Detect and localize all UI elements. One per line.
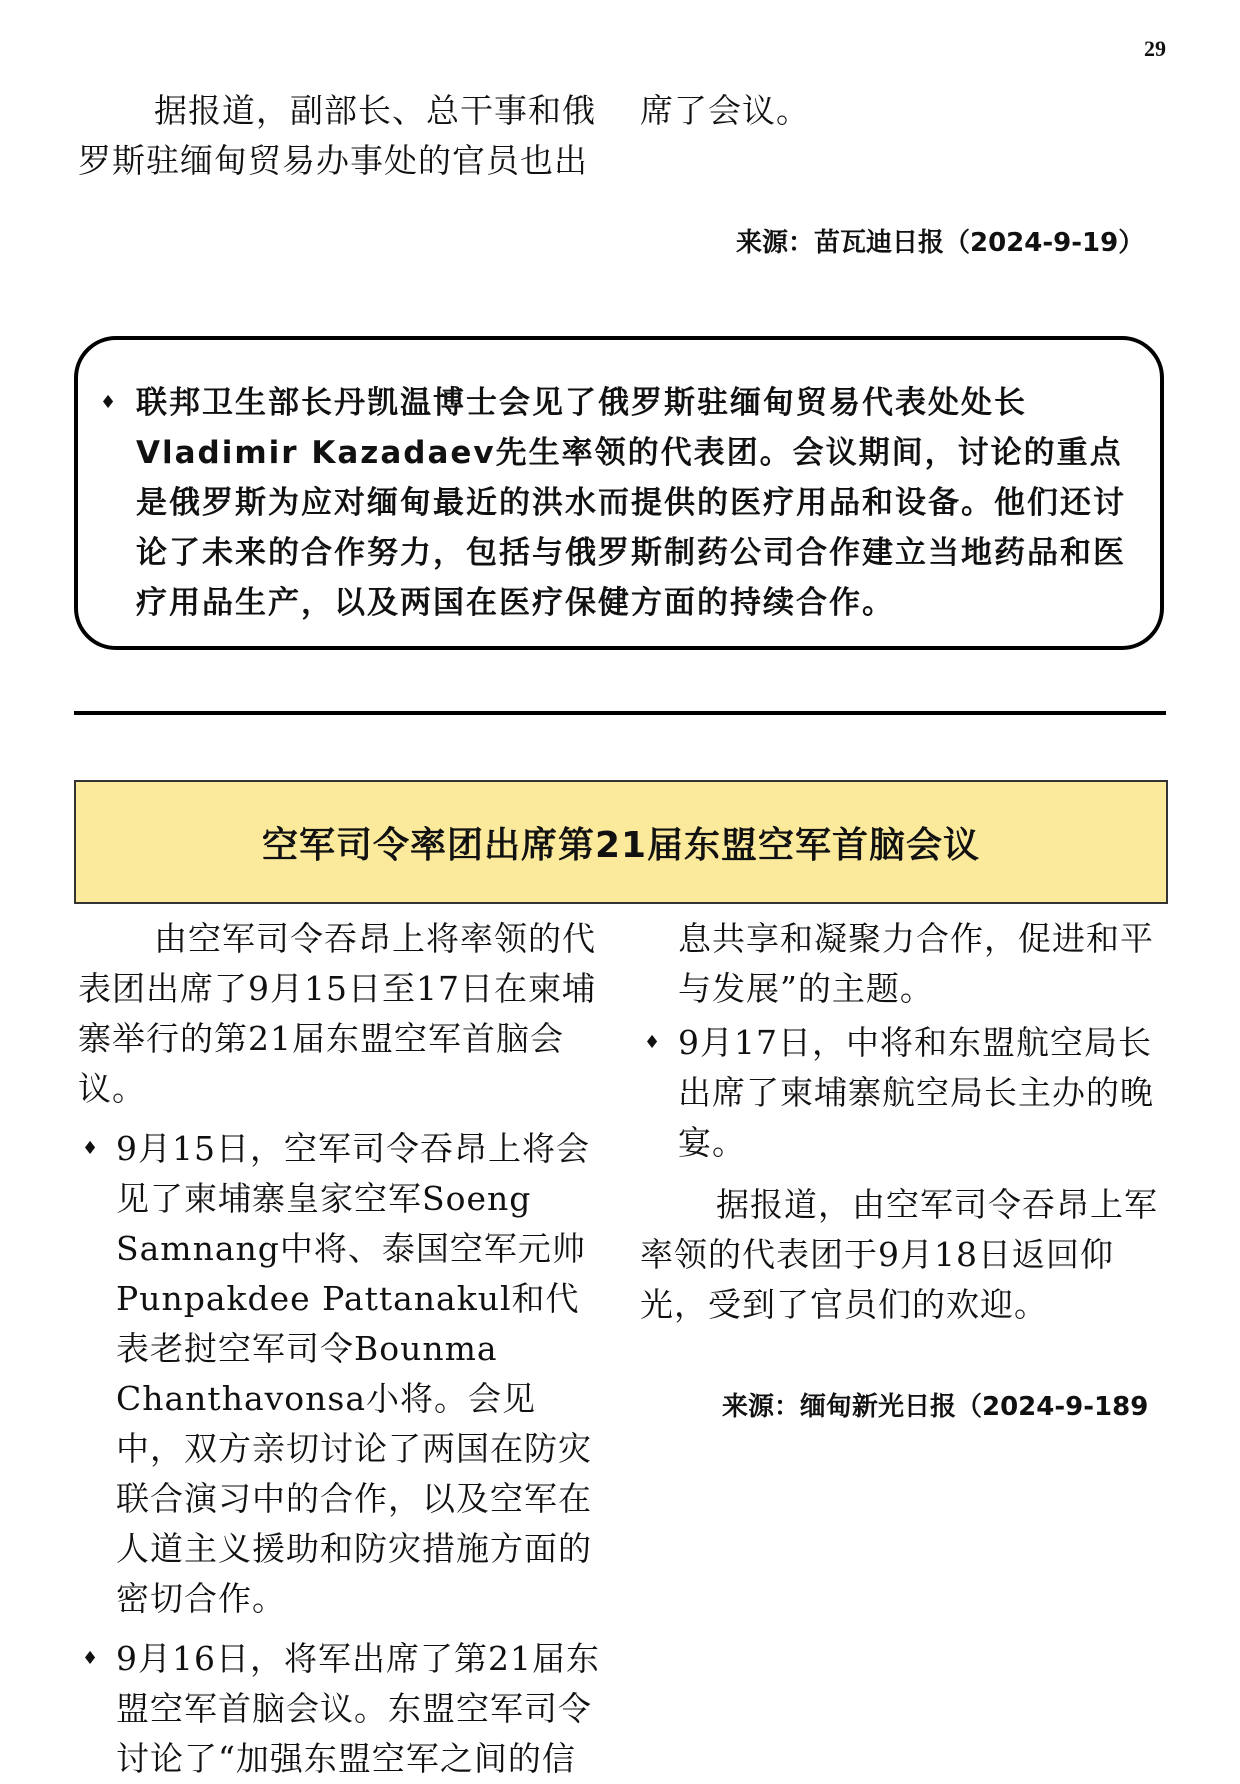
top-left-column	[78, 86, 600, 186]
callout-text: 联邦卫生部长丹凯温博士会见了俄罗斯驻缅甸贸易代表处处长Vladimir Kazadaev先生率领的代表团。会议期间，讨论的重点是俄罗斯为应对缅甸最近的洪水而提供的医疗用品和设备。他们还讨论了未来的合作努力，包括与俄罗斯制药公司合作建立当地药品和医疗用品生产，以及两国在医疗保健方面的持续合作。	[136, 385, 1126, 621]
page-number: 29	[1144, 36, 1166, 61]
list-item-text: 9月16日，将军出席了第21届东盟空军首脑会议。东盟空军司令讨论了“加强东盟空军之间的信	[116, 1639, 600, 1778]
article-title: 空军司令率团出席第21届东盟空军首脑会议	[261, 824, 981, 866]
article-title-band	[74, 780, 1168, 904]
article-intro: 由空军司令吞昂上将率领的代表团出席了9月15日至17日在柬埔寨举行的第21届东盟空军首脑会议。	[78, 919, 596, 1108]
diamond-bullet-icon: ♦	[82, 1648, 100, 1669]
section-divider	[74, 711, 1166, 715]
diamond-bullet-icon: ♦	[100, 392, 119, 413]
list-item	[640, 1018, 1170, 1168]
diamond-bullet-icon: ♦	[82, 1138, 100, 1159]
article-closing: 据报道，由空军司令吞昂上军率领的代表团于9月18日返回仰光，受到了官员们的欢迎。	[640, 1185, 1158, 1324]
article-right-column	[640, 914, 1170, 1330]
list-item-text: 9月17日，中将和东盟航空局长出席了柬埔寨航空局长主办的晚宴。	[678, 1023, 1154, 1162]
article-continuation: 息共享和凝聚力合作，促进和平与发展”的主题。	[678, 919, 1154, 1008]
top-paragraph: 据报道，副部长、总干事和俄罗斯驻缅甸贸易办事处的官员也出	[78, 91, 596, 180]
list-item-text: 9月15日，空军司令吞昂上将会见了柬埔寨皇家空军Soeng Samnang中将、泰国空军元帅Punpakdee Pattanakul和代表老挝空军司令Bounma Chanthavonsa小将。会见中，双方亲切讨论了两国在防灾联合演习中的合作，以及空军在人道主义援助和防灾措施方面的密切合作。	[116, 1129, 592, 1618]
callout-bullet	[100, 378, 1136, 628]
article-left-column	[78, 914, 600, 1784]
article-source: 来源：缅甸新光日报（2024-9-189	[722, 1392, 1149, 1422]
list-item	[78, 1124, 600, 1624]
top-source: 来源：苗瓦迪日报（2024-9-19）	[736, 228, 1145, 258]
diamond-bullet-icon: ♦	[644, 1032, 662, 1053]
list-item	[78, 1634, 600, 1784]
callout-box	[74, 336, 1164, 650]
top-paragraph-continuation: 席了会议。	[640, 91, 810, 130]
top-right-column	[640, 86, 1170, 136]
